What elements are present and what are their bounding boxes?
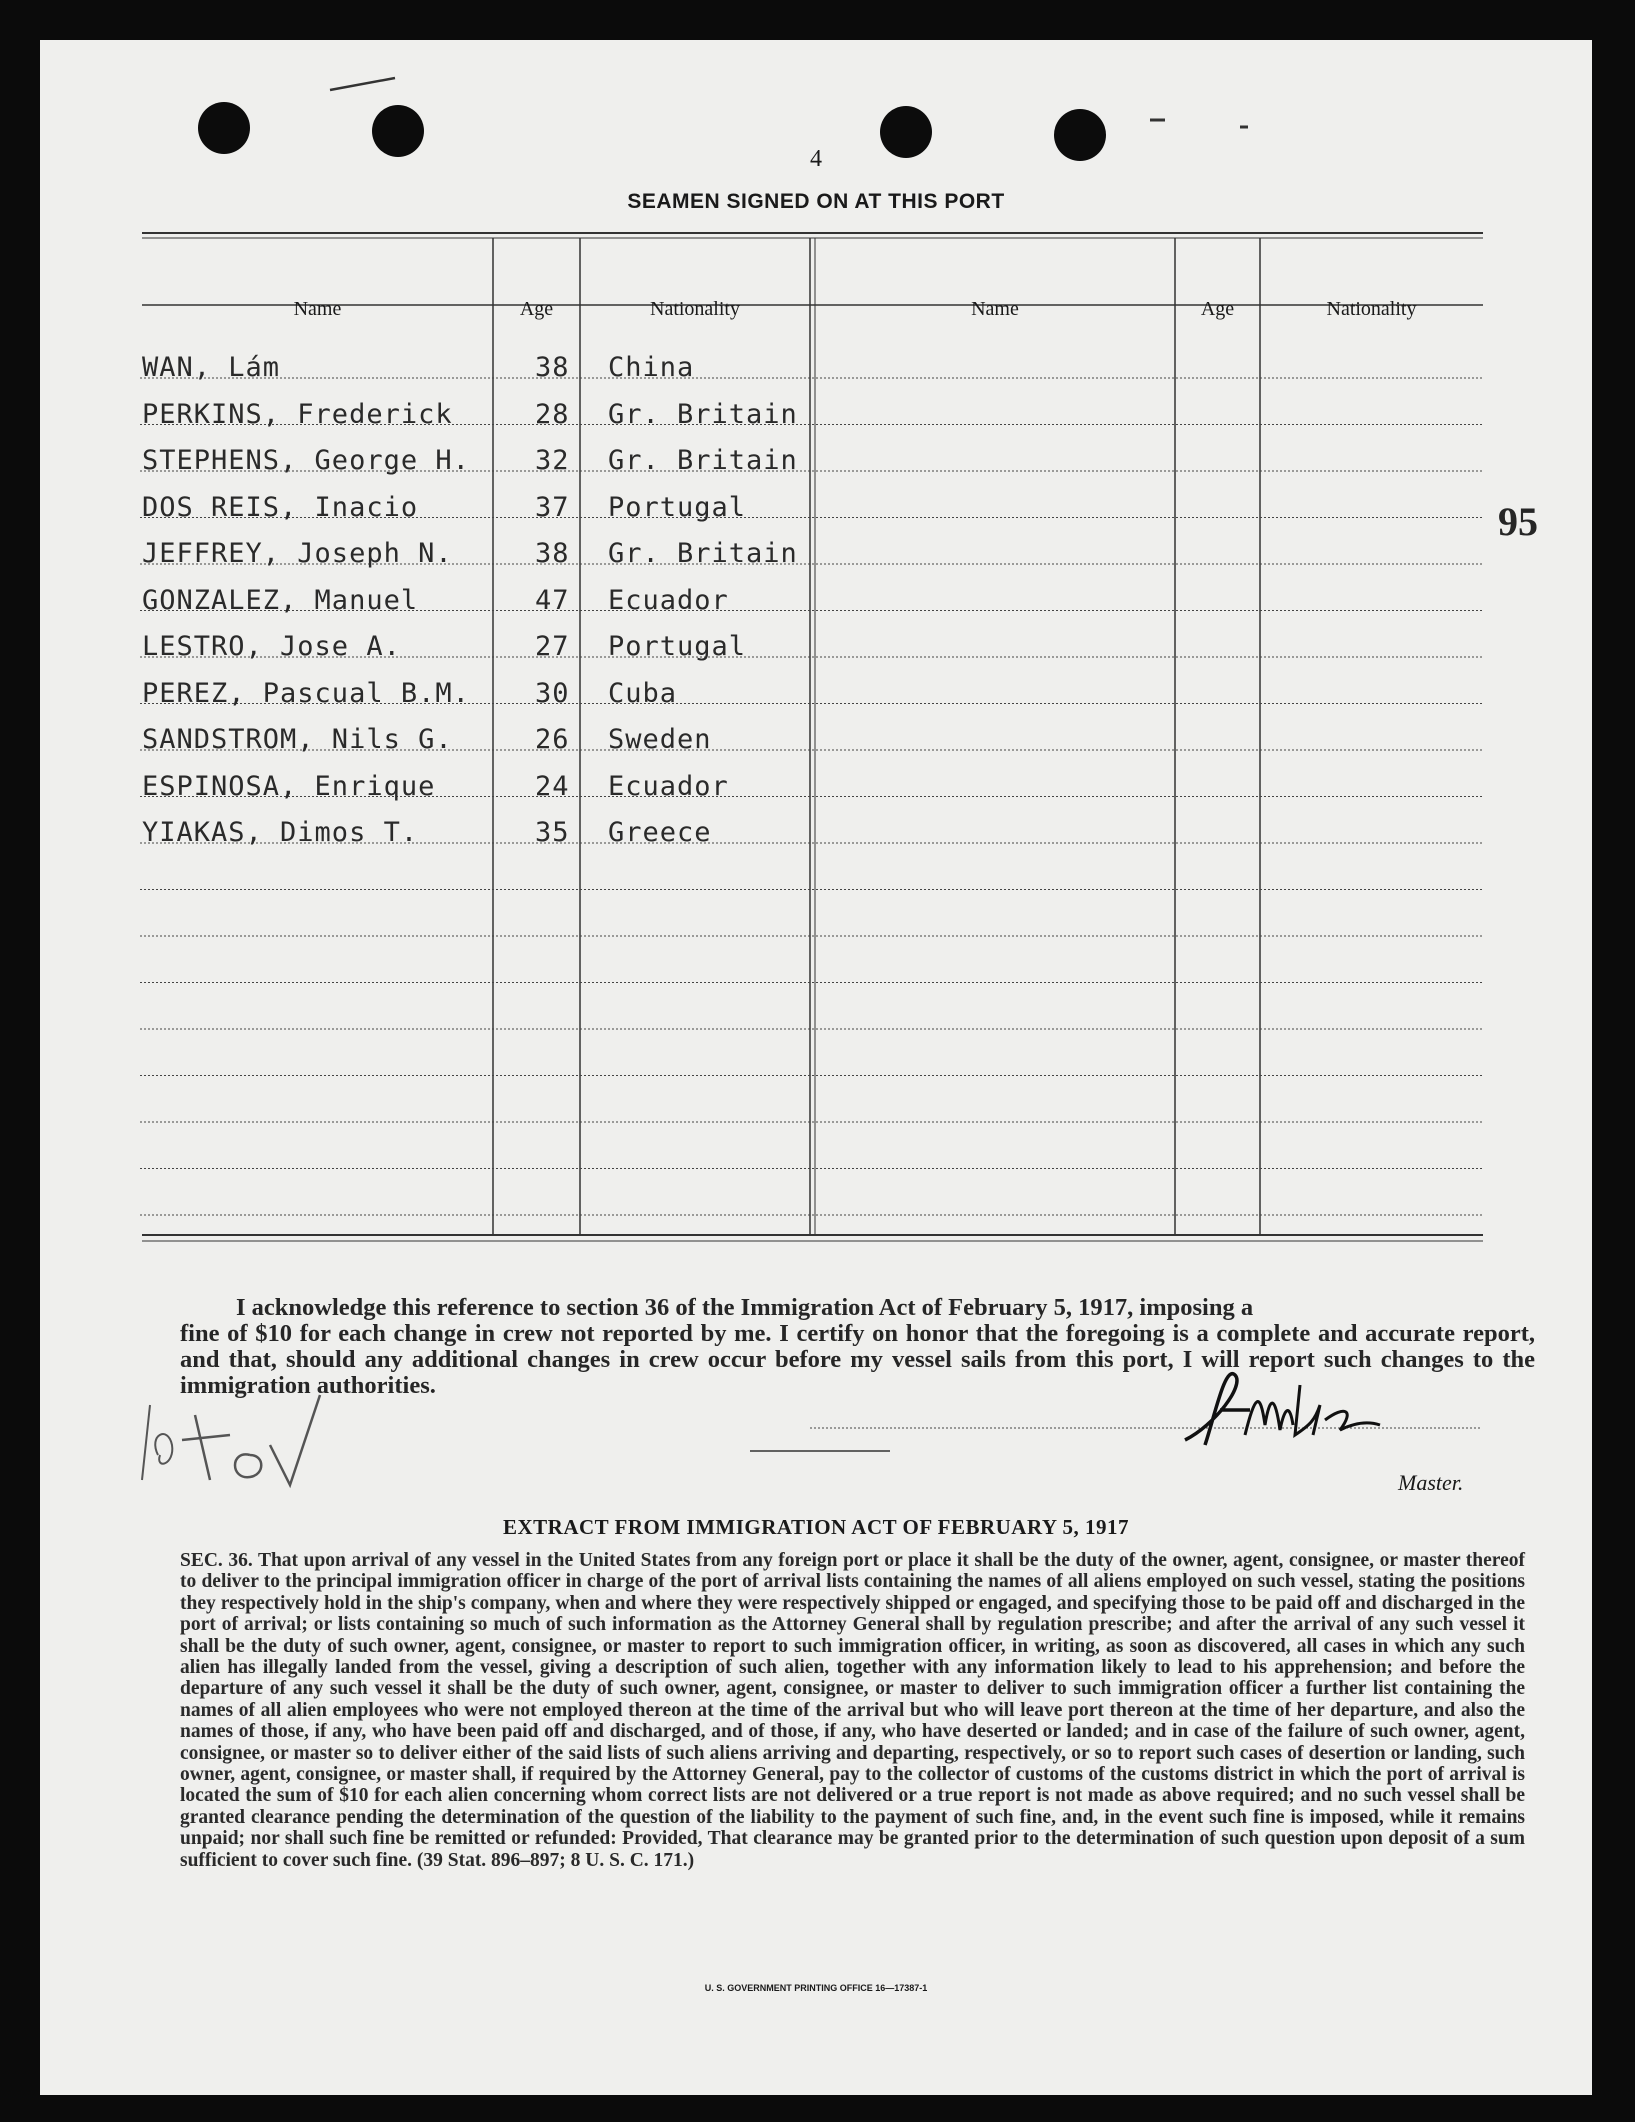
seaman-age: 32 xyxy=(535,445,570,476)
seaman-name: GONZALEZ, Manuel xyxy=(142,584,419,616)
seaman-name: ESPINOSA, Enrique xyxy=(142,770,436,802)
seaman-age: 24 xyxy=(535,770,570,802)
margin-handwriting xyxy=(120,1385,420,1495)
seaman-age: 47 xyxy=(535,584,570,616)
seaman-nationality: Gr. Britain xyxy=(608,445,798,476)
document-page xyxy=(40,40,1592,2095)
seaman-age: 38 xyxy=(535,352,570,383)
header-nationality-right: Nationality xyxy=(1326,298,1417,320)
seaman-name: WAN, Lám xyxy=(142,352,281,383)
page-number: 4 xyxy=(810,146,822,172)
header-name-right: Name xyxy=(971,298,1019,320)
master-label: Master. xyxy=(1398,1470,1464,1495)
seaman-nationality: Portugal xyxy=(608,631,747,662)
seaman-nationality: Gr. Britain xyxy=(608,538,798,569)
header-age-left: Age xyxy=(519,298,554,320)
extract-title: EXTRACT FROM IMMIGRATION ACT OF FEBRUARY 5, 1917 xyxy=(502,1515,1130,1539)
seaman-nationality: Gr. Britain xyxy=(608,398,798,430)
seaman-name: YIAKAS, Dimos T. xyxy=(142,817,419,848)
seaman-age: 30 xyxy=(535,677,570,709)
seaman-age: 28 xyxy=(535,398,570,430)
seaman-nationality: China xyxy=(608,352,695,383)
seaman-name: SANDSTROM, Nils G. xyxy=(142,724,453,755)
seaman-nationality: Portugal xyxy=(608,491,747,523)
seaman-nationality: Ecuador xyxy=(608,584,729,616)
seaman-nationality: Greece xyxy=(608,817,712,848)
header-name-left: Name xyxy=(293,298,342,320)
seaman-age: 38 xyxy=(535,538,570,569)
seaman-age: 27 xyxy=(535,631,570,662)
acknowledgement-line1: I acknowledge this reference to section 36 of the Immigration Act of February 5, 1917, imposing a xyxy=(236,1294,1254,1321)
margin-number: 95 xyxy=(1498,499,1538,544)
printer-line: U. S. GOVERNMENT PRINTING OFFICE 16—17387-1 xyxy=(704,1983,928,1993)
header-nationality-left: Nationality xyxy=(650,298,740,320)
seaman-nationality: Ecuador xyxy=(608,770,729,802)
seaman-age: 26 xyxy=(535,724,570,755)
statute-text: SEC. 36. That upon arrival of any vessel in the United States from any foreign port or place it shall be the duty of the owner, agent, consignee, or master thereof to deliver to the principal immigration officer in charge of the port of arrival lists containing the names of all aliens employed on such vessel, stating the positions they respectively hold in the ship's company, when and where they were respectively shipped or engaged, and specifying those to be paid off and discharged in the port of arrival; or lists containing so much of such information as the Attorney General shall by regulation prescribe; and after the arrival of any such vessel it shall be the duty of such owner, agent, consignee, or master to report to such immigration officer, in writing, as soon as discovered, all cases in which any such alien has illegally landed from the vessel, giving a description of such alien, together with any information likely to lead to his apprehension; and before the departure of any such vessel it shall be the duty of such owner, agent, consignee, or master to deliver to such immigration officer a further list containing the names of all alien employees who were not employed thereon at the time of the arrival but who will leave port thereon at the time of her departure, and also the names of those, if any, who have been paid off and discharged, and of those, if any, who have deserted or landed; and in case of the failure of such owner, agent, consignee, or master so to deliver either of the said lists of such aliens arriving and departing, respectively, or so to report such cases of desertion or landing, such owner, agent, consignee, or master shall, if required by the Attorney General, pay to the collector of customs of the customs district in which the port of arrival is located the sum of $10 for each alien concerning whom correct lists are not delivered or a true report is not made as above required; and no such vessel shall be granted clearance pending the determination of the question of the liability to the payment of such fine, and, in the event such fine is imposed, while it remains unpaid; nor shall such fine be remitted or refunded: Provided, That clearance may be granted prior to the determination of such question upon deposit of a sum sufficient to cover such fine. (39 Stat. 896–897; 8 U. S. C. 171.) xyxy=(180,1550,1525,1871)
seaman-age: 37 xyxy=(535,491,570,523)
seaman-name: PERKINS, Frederick xyxy=(142,398,453,430)
header-age-right: Age xyxy=(1200,298,1235,320)
seaman-name: PEREZ, Pascual B.M. xyxy=(142,677,470,709)
seaman-nationality: Sweden xyxy=(608,724,712,755)
section-title: SEAMEN SIGNED ON AT THIS PORT xyxy=(627,190,1005,213)
seaman-name: DOS REIS, Inacio xyxy=(142,491,419,523)
seaman-name: JEFFREY, Joseph N. xyxy=(142,538,453,569)
seaman-nationality: Cuba xyxy=(608,677,678,709)
acknowledgement-rest: fine of $10 for each change in crew not reported by me. I certify on honor that the foregoing is a complete and accurate report, and that, should any additional changes in crew occur before my vessel sails from this port, I will report such changes to the immigration authorities. xyxy=(180,1320,1535,1399)
seaman-name: LESTRO, Jose A. xyxy=(142,631,401,662)
master-signature xyxy=(1175,1365,1395,1455)
seaman-age: 35 xyxy=(535,817,570,848)
seaman-name: STEPHENS, George H. xyxy=(142,445,470,476)
